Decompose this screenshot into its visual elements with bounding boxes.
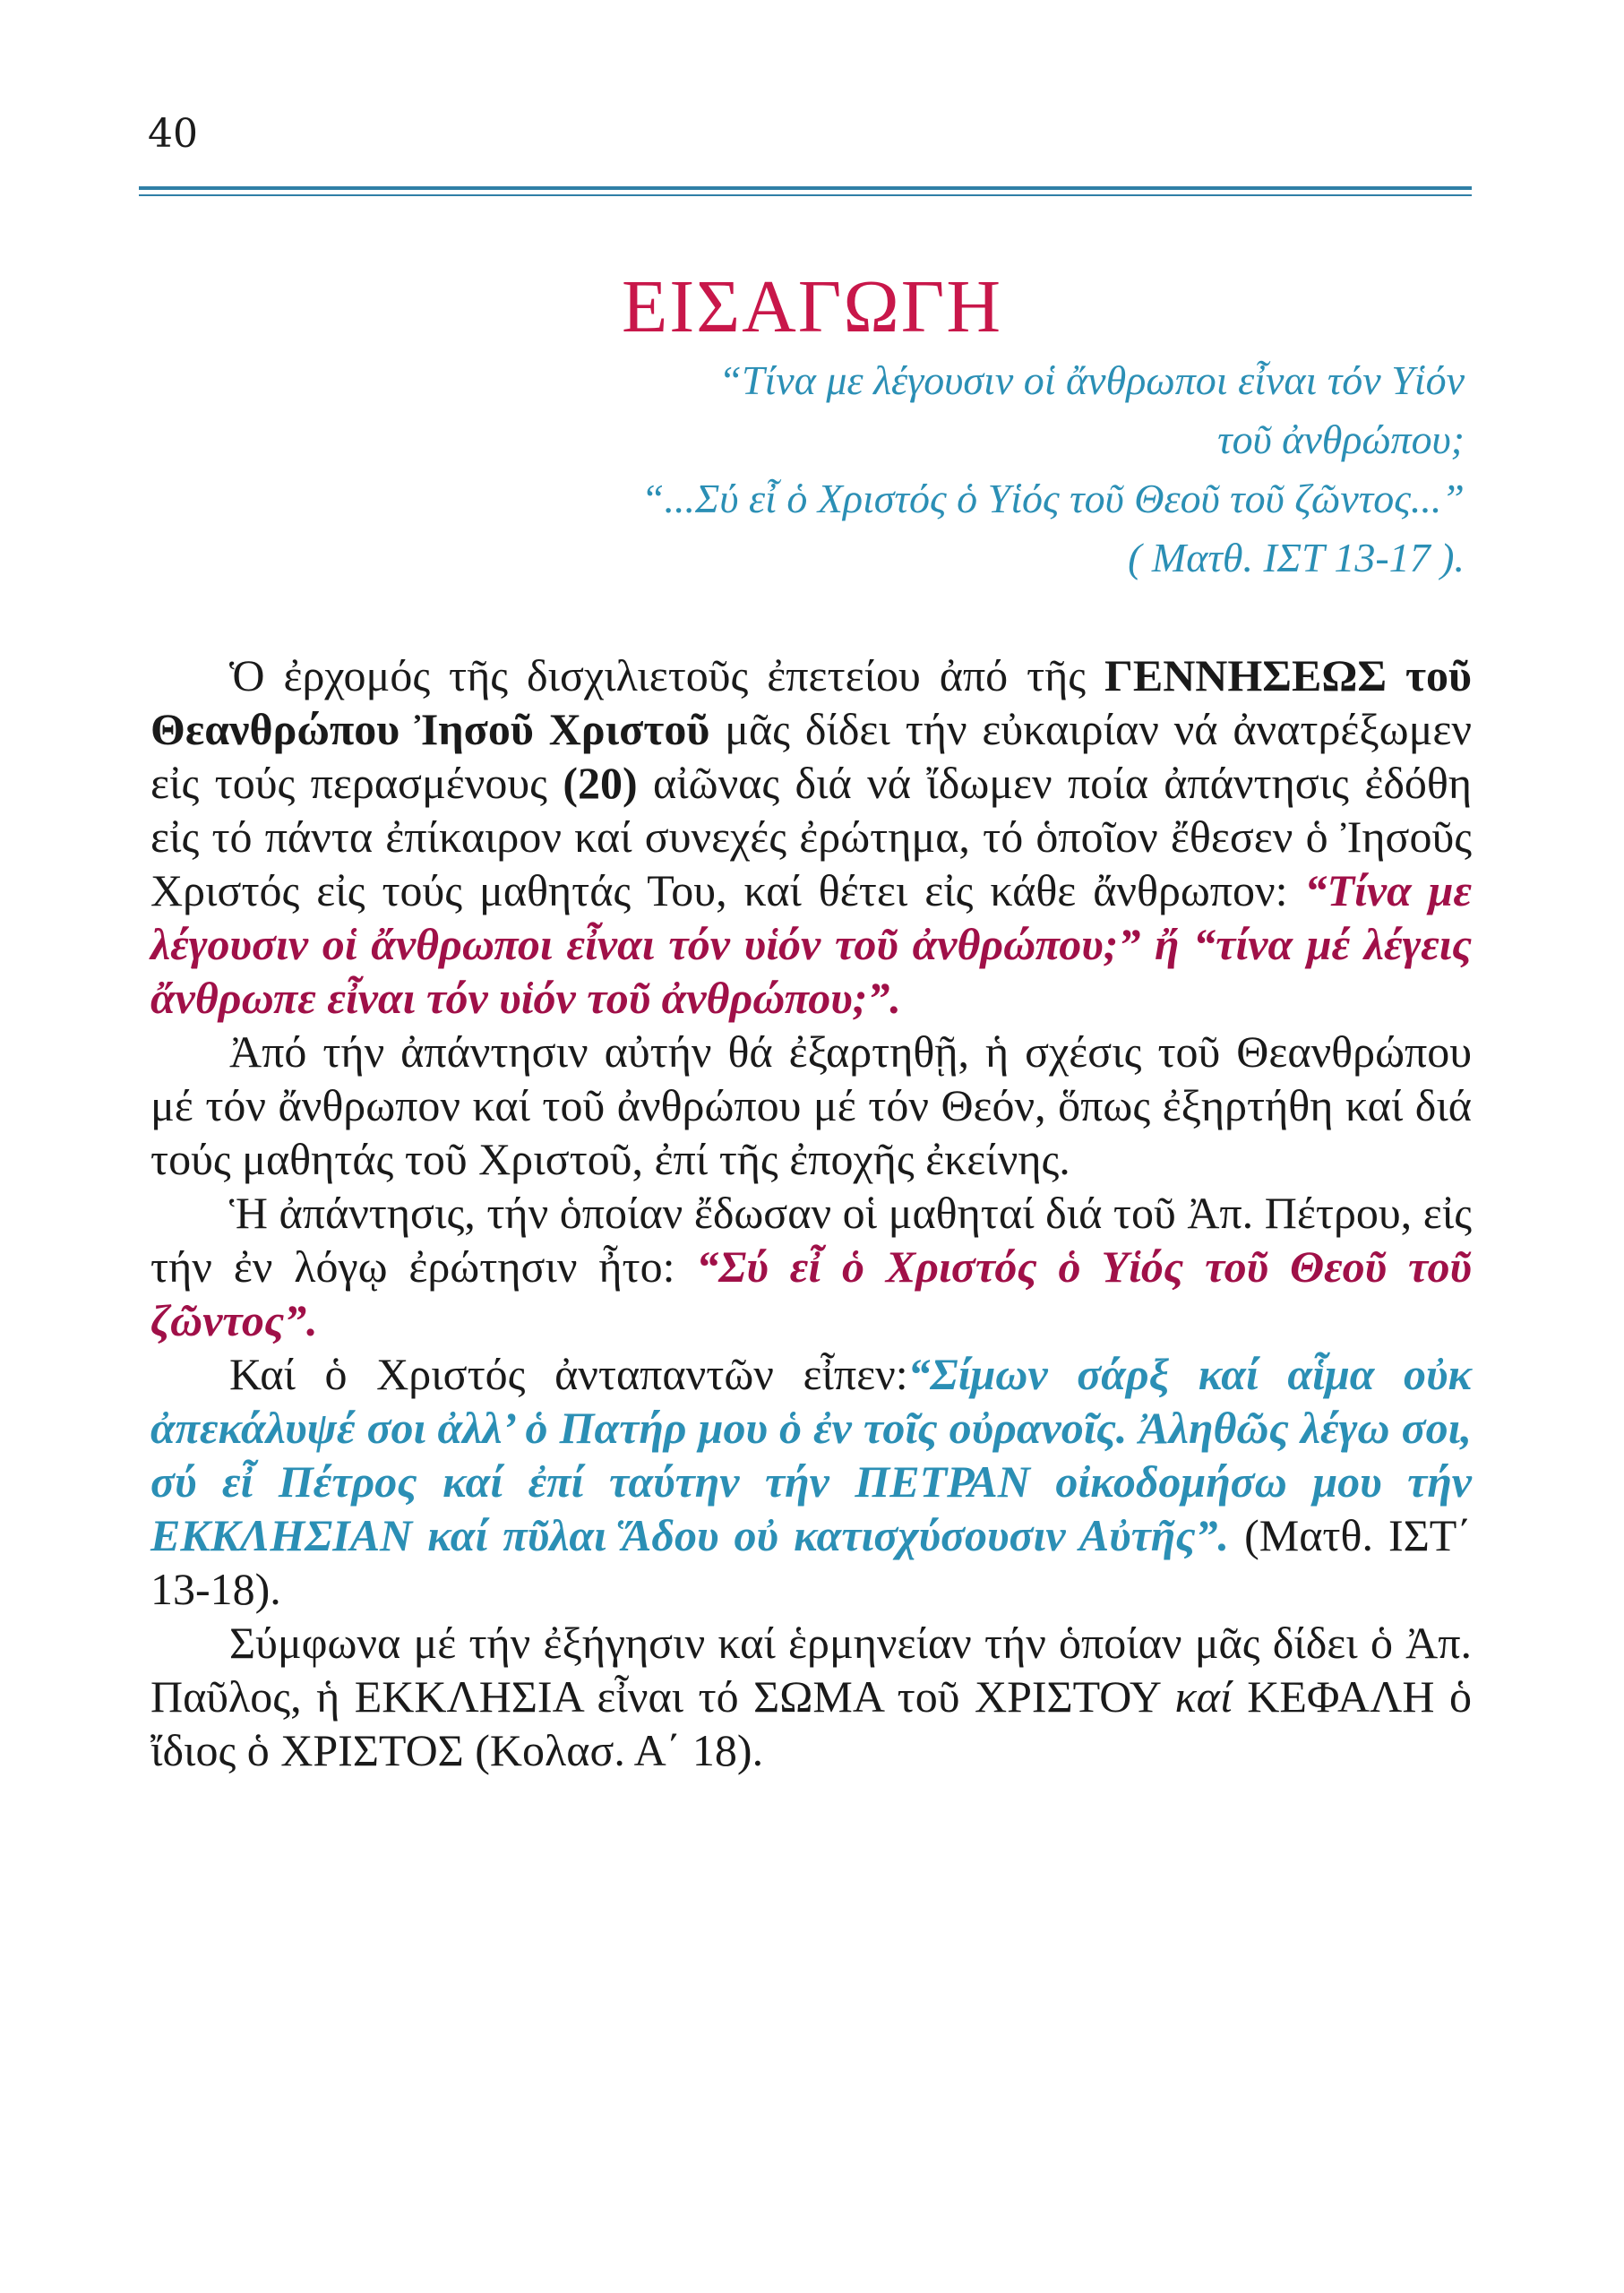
header-rule-thick — [139, 186, 1472, 190]
text-run: Ἡ ἀπάντησις, τήν ὁποίαν ἔδωσαν οἱ μαθηταί διά τοῦ Ἀπ. Πέτρου, εἰς τήν ἐν λόγῳ ἐρώτησιν ἦτο: — [150, 1188, 1472, 1292]
scripture-reference: (Ματθ. ΙΣΤ΄ 13-18). — [150, 1510, 1472, 1614]
quote-red: “Τίνα με λέγουσιν οἱ ἄνθρωποι εἶναι τόν υἱόν τοῦ ἀνθρώπου;” ἤ “τίνα μέ λέγεις ἄνθρωπε εἶναι τόν υἱόν τοῦ ἀνθρώπου;”. — [150, 865, 1472, 1023]
body-text — [150, 648, 1472, 1777]
paragraph-1 — [150, 648, 1472, 1025]
text-run: Ἀπό τήν ἀπάντησιν αὐτήν θά ἐξαρτηθῇ, ἡ σχέσις τοῦ Θεανθρώπου μέ τόν ἄνθρωπον καί τοῦ ἀνθρώπου μέ τόν Θεόν, ὅπως ἐξηρτήθη καί διά τούς μαθητάς τοῦ Χριστοῦ, ἐπί τῆς ἐποχῆς ἐκείνης. — [150, 1026, 1472, 1184]
text-run: ΚΕΦΑΛΗ ὁ ἴδιος ὁ ΧΡΙΣΤΟΣ (Κολασ. Α΄ 18). — [150, 1671, 1472, 1775]
text-run: αἰῶνας διά νά ἴδωμεν ποία ἀπάντησις ἐδόθη εἰς τό πάντα ἐπίκαιρον καί συνεχές ἐρώτημα, τό ὁποῖον ἔθεσεν ὁ Ἰησοῦς Χριστός εἰς τούς μαθητάς Του, καί θέτει εἰς κάθε ἄνθρωπον: — [150, 758, 1472, 915]
text-run: Ὁ ἐρχομός τῆς δισχιλιετοῦς ἐπετείου ἀπό τῆς — [229, 650, 1105, 700]
quote-blue: “Σίμων σάρξ καί αἷμα οὐκ ἀπεκάλυψέ σοι ἀλλ’ ὁ Πατήρ μου ὁ ἐν τοῖς οὐρανοῖς. Ἀληθῶς λέγω σοι, σύ εἶ Πέτρος καί ἐπί ταύτην τήν ΠΕΤΡΑΝ οἰκοδομήσω μου τήν ΕΚΚΛΗΣΙΑΝ καί πῦλαι Ἅδου οὐ κατισχύσουσιν Αὐτῆς”. — [150, 1349, 1472, 1560]
bold-run: (20) — [563, 758, 638, 808]
header-rule-thin — [139, 194, 1472, 196]
paragraph-2 — [150, 1025, 1472, 1186]
text-run: Σύμφωνα μέ τήν ἐξήγησιν καί ἑρμηνείαν τήν ὁποίαν μᾶς δίδει ὁ Ἀπ. Παῦλος, ἡ ΕΚΚΛΗΣΙΑ εἶναι τό ΣΩΜΑ τοῦ ΧΡΙΣΤΟΥ — [150, 1618, 1472, 1722]
page-number: 40 — [148, 111, 198, 157]
epigraph-line: τοῦ ἀνθρώπου; — [1217, 417, 1465, 462]
paragraph-3 — [150, 1186, 1472, 1347]
bold-run: ΓΕΝΝΗΣΕΩΣ τοῦ Θεανθρώπου Ἰησοῦ Χριστοῦ — [150, 650, 1472, 754]
quote-red: “Σύ εἶ ὁ Χριστός ὁ Υἱός τοῦ Θεοῦ τοῦ ζῶντος”. — [150, 1241, 1472, 1345]
italic-run: καί — [1174, 1671, 1233, 1722]
epigraph-reference: ( Ματθ. ΙΣΤ 13-17 ). — [1128, 535, 1465, 580]
paragraph-4 — [150, 1347, 1472, 1616]
text-run: μᾶς δίδει τήν εὐκαιρίαν νά ἀνατρέξωμεν εἰς τούς περασμένους — [150, 704, 1472, 808]
epigraph-line: “Τίνα με λέγουσιν οἱ ἄνθρωποι εἶναι τόν Υἱόν — [718, 357, 1465, 403]
epigraph — [421, 351, 1465, 588]
epigraph-line: “...Σύ εἶ ὁ Χριστός ὁ Υἱός τοῦ Θεοῦ τοῦ ζῶντος...” — [640, 476, 1465, 521]
chapter-title: ΕΙΣΑΓΩΓΗ — [621, 265, 1003, 349]
text-run: Καί ὁ Χριστός ἀνταπαντῶν εἶπεν: — [229, 1349, 908, 1399]
paragraph-5 — [150, 1616, 1472, 1777]
